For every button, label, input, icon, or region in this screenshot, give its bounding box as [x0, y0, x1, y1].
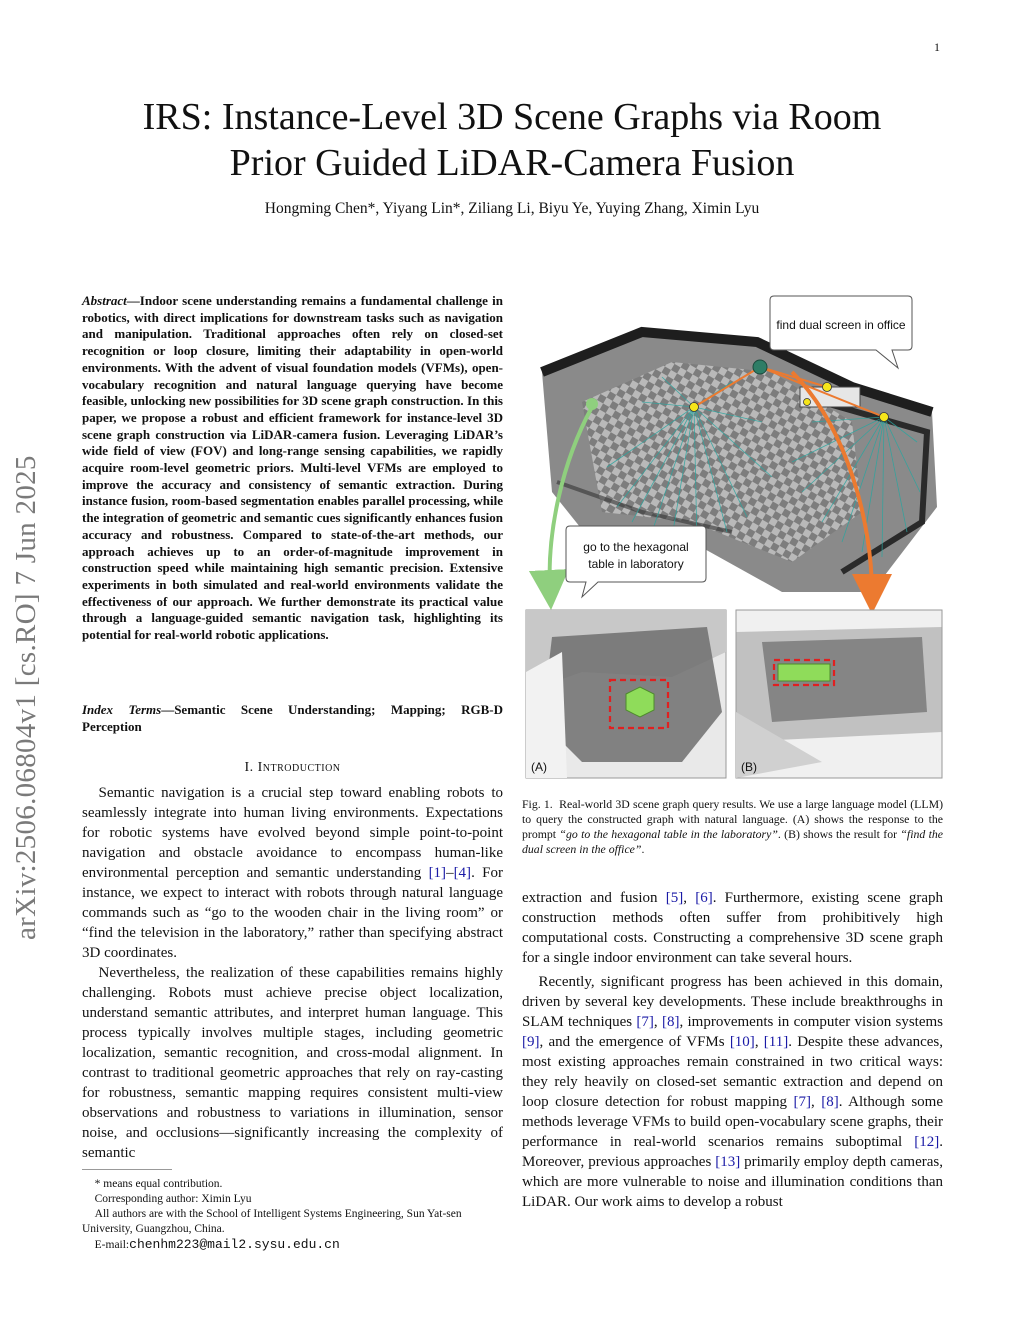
title-line-1: IRS: Instance-Level 3D Scene Graphs via Room — [142, 96, 882, 138]
index-terms-label: Index Terms — [82, 702, 162, 717]
caption-prompt-a: “go to the hexagonal table in the laboratory” — [559, 827, 778, 841]
panel-a-label: (A) — [531, 760, 547, 774]
abstract-label: Abstract — [82, 293, 127, 308]
text-run: . Moreover, previous approaches — [522, 1134, 943, 1170]
bubble-text-lab-line-2: table in laboratory — [588, 557, 684, 571]
building-node — [753, 360, 767, 374]
caption-text: Real-world 3D scene graph query results. We use a large language model (LLM) to query the constructed graph with natural language. (A) shows the response to the prompt — [522, 797, 944, 841]
page-number: 1 — [934, 40, 940, 54]
footnote-email — [82, 1237, 503, 1253]
figure-1-caption — [522, 797, 943, 857]
panel-b-label: (B) — [741, 760, 757, 774]
object-node — [804, 399, 811, 406]
citation-link[interactable]: [9] — [522, 1034, 540, 1050]
citation-link[interactable]: [5] — [665, 890, 684, 906]
text-run: extraction and fusion — [522, 890, 666, 906]
abstract: Abstract—Indoor scene understanding remains a fundamental challenge in robotics, with direct implications for downstream tasks such as navigation and manipulation. Traditional approaches often rely on closed-set recognition or loop closure, limiting their adaptability in open-world environments. With the advent of visual foundation models (VFMs), open-vocabulary recognition and natural language querying have become feasible, unlocking new possibilities for 3D scene graph construction. In this paper, we propose a robust and efficient framework for instance-level 3D scene graph construction via LiDAR-camera fusion. Leveraging LiDAR’s wide field of view (FOV) and long-range sensing capabilities, we rapidly acquire room-level geometric priors. Multi-level VFMs are employed to improve the accuracy and consistency of semantic extraction. During instance fusion, room-based segmentation enables parallel processing, while the integration of geometric and semantic cues significantly enhances fusion accuracy and robustness. Compared to state-of-the-art methods, our approach achieves up to an order-of-magnitude improvement in construction speed while maintaining high semantic precision. Extensive experiments in both simulated and real-world environments validate the effectiveness of our approach. We further demonstrate its practical value through a language-guided semantic navigation task, highlighting its potential for real-world robotic applications. — [82, 293, 503, 643]
intro-paragraph-2: Nevertheless, the realization of these capabilities remains highly challenging. Robots must achieve precise object localization, understand semantic attributes, and interpret human language. This process typically involves multiple stages, including geometric localization, semantic recognition, and cross-modal alignment. In contrast to traditional geometric approaches that rely on ray-casting for robustness, semantic mapping requires consistent multi-view observations and robustness to variations in illumination, sensor noise, and occlusions—significantly increasing the complexity of semantic — [82, 965, 503, 1161]
caption-prompt-b: “find the dual screen in the office” — [522, 827, 944, 856]
text-run: Semantic navigation is a crucial step toward enabling robots to seamlessly integrate into human living environments. Expectations for robotic systems have evolved beyond simple point-to-point navigation and obstacle avoidance to encompass human-like environmental perception and semantic understanding — [82, 785, 503, 881]
title-line-2: Prior Guided LiDAR-Camera Fusion — [229, 142, 795, 184]
text-run: , and the emergence of VFMs — [539, 1034, 730, 1050]
text-run: , — [683, 890, 696, 906]
footnote-affiliation: All authors are with the School of Intelligent Systems Engineering, Sun Yat-sen University, Guangzhou, China. — [82, 1208, 462, 1235]
intro-paragraph-1 — [82, 783, 503, 963]
citation-link[interactable]: [1] — [428, 865, 447, 881]
text-run: , — [754, 1034, 764, 1050]
query-bubble-laboratory — [566, 526, 706, 597]
citation-link[interactable]: [4] — [453, 865, 472, 881]
citation-link[interactable]: [10] — [729, 1034, 755, 1050]
footnote-equal-contribution: * means equal contribution. — [94, 1178, 223, 1190]
citation-link[interactable]: [13] — [715, 1154, 741, 1170]
intro-paragraph-3 — [522, 888, 943, 968]
section-number: I. — [244, 760, 254, 775]
text-run: , — [810, 1094, 822, 1110]
footnotes — [82, 1177, 503, 1253]
citation-link[interactable]: [12] — [914, 1134, 940, 1150]
text-run: , improvements in computer vision systems — [679, 1014, 944, 1030]
text-run: . Although some methods leverage VFMs to build open-vocabulary scene graphs, their performance in real-world scenarios remains suboptimal — [522, 1094, 943, 1150]
object-node — [690, 403, 699, 412]
citation-link[interactable]: [11] — [763, 1034, 789, 1050]
section-title: Introduction — [257, 760, 341, 775]
text-run: , — [653, 1014, 662, 1030]
section-heading-introduction — [82, 760, 503, 776]
paper-title — [60, 94, 964, 186]
figure-1 — [522, 292, 952, 782]
text-run: – — [446, 865, 454, 881]
object-node — [823, 383, 832, 392]
object-node — [880, 413, 889, 422]
caption-label: Fig. 1. — [522, 797, 553, 811]
arxiv-identifier: arXiv:2506.06804v1 [cs.RO] 7 Jun 2025 — [10, 455, 42, 940]
caption-text: . (B) shows the result for — [777, 827, 901, 841]
panel-a — [526, 610, 726, 778]
text-run: . Despite these advances, most existing approaches remain constrained in two critical ways: they rely heavily on closed-set semantic extraction and depend on loop closure detection for robust mapping — [522, 1034, 944, 1110]
text-run: . Furthermore, existing scene graph construction methods often suffer from prohibitively high computational costs. Constructing a comprehensive 3D scene graph for a single indoor environment can take several hours. — [522, 890, 943, 966]
text-run: . For instance, we expect to interact with robots through natural language commands such as “go to the wooden chair in the living room” or “find the television in the laboratory,” rather than specifying abstract 3D coordinates. — [82, 865, 503, 961]
index-terms: Index Terms—Semantic Scene Understanding; Mapping; RGB-D Perception — [82, 702, 503, 734]
footnote-corresponding-author: Corresponding author: Ximin Lyu — [94, 1193, 252, 1205]
footnote-rule — [82, 1169, 172, 1170]
bubble-text-lab-line-1: go to the hexagonal — [583, 540, 689, 554]
citation-link[interactable]: [6] — [695, 890, 713, 906]
citation-link[interactable]: [8] — [661, 1014, 680, 1030]
intro-left-column — [82, 783, 503, 1163]
text-run: Recently, significant progress has been achieved in this domain, driven by several key developments. These include breakthroughs in SLAM techniques — [522, 974, 943, 1030]
index-terms-text: Semantic Scene Understanding; Mapping; RGB-D Perception — [82, 702, 503, 734]
citation-link[interactable]: [7] — [636, 1014, 654, 1030]
author-list: Hongming Chen*, Yiyang Lin*, Ziliang Li, Biyu Ye, Yuying Zhang, Ximin Lyu — [264, 200, 760, 217]
abstract-text: Indoor scene understanding remains a fundamental challenge in robotics, with direct implications for downstream tasks such as navigation and manipulation. Traditional approaches often rely on closed-set recognition or loop closure, limiting their adaptability in open-world environments. With the advent of visual foundation models (VFMs), open-vocabulary recognition and natural language querying have become feasible, unlocking new possibilities for 3D scene graph construction. In this paper, we propose a robust and efficient framework for instance-level 3D scene graph construction via LiDAR-camera fusion. Leveraging LiDAR’s wide field of view (FOV) and long-range sensing capabilities, we rapidly acquire room-level geometric priors. Multi-level VFMs are employed to improve the accuracy and consistency of semantic extraction. During instance fusion, room-based segmentation enables parallel processing, while the integration of geometric and semantic cues significantly enhances fusion accuracy and robustness. Compared to state-of-the-art methods, our approach achieves up to an order-of-magnitude improvement in construction speed while maintaining high semantic precision. Extensive experiments in both simulated and real-world environments validate the effectiveness of our approach. We further demonstrate its practical value through a language-guided semantic navigation task, highlighting its potential for real-world robotic applications. — [82, 293, 503, 643]
email-label: E-mail: — [94, 1239, 130, 1251]
panel-b — [736, 610, 942, 778]
text-run: primarily employ depth cameras, which are more vulnerable to noise and illumination conditions than LiDAR. Our work aims to develop a robust — [522, 1154, 943, 1210]
intro-right-column — [522, 888, 943, 1212]
caption-text: . — [641, 842, 645, 856]
citation-link[interactable]: [8] — [821, 1094, 839, 1110]
email-address[interactable]: chenhm223@mail2.sysu.edu.cn — [129, 1237, 340, 1252]
bubble-text-office: find dual screen in office — [776, 318, 906, 332]
citation-link[interactable]: [7] — [793, 1094, 811, 1110]
intro-paragraph-4 — [522, 972, 943, 1212]
